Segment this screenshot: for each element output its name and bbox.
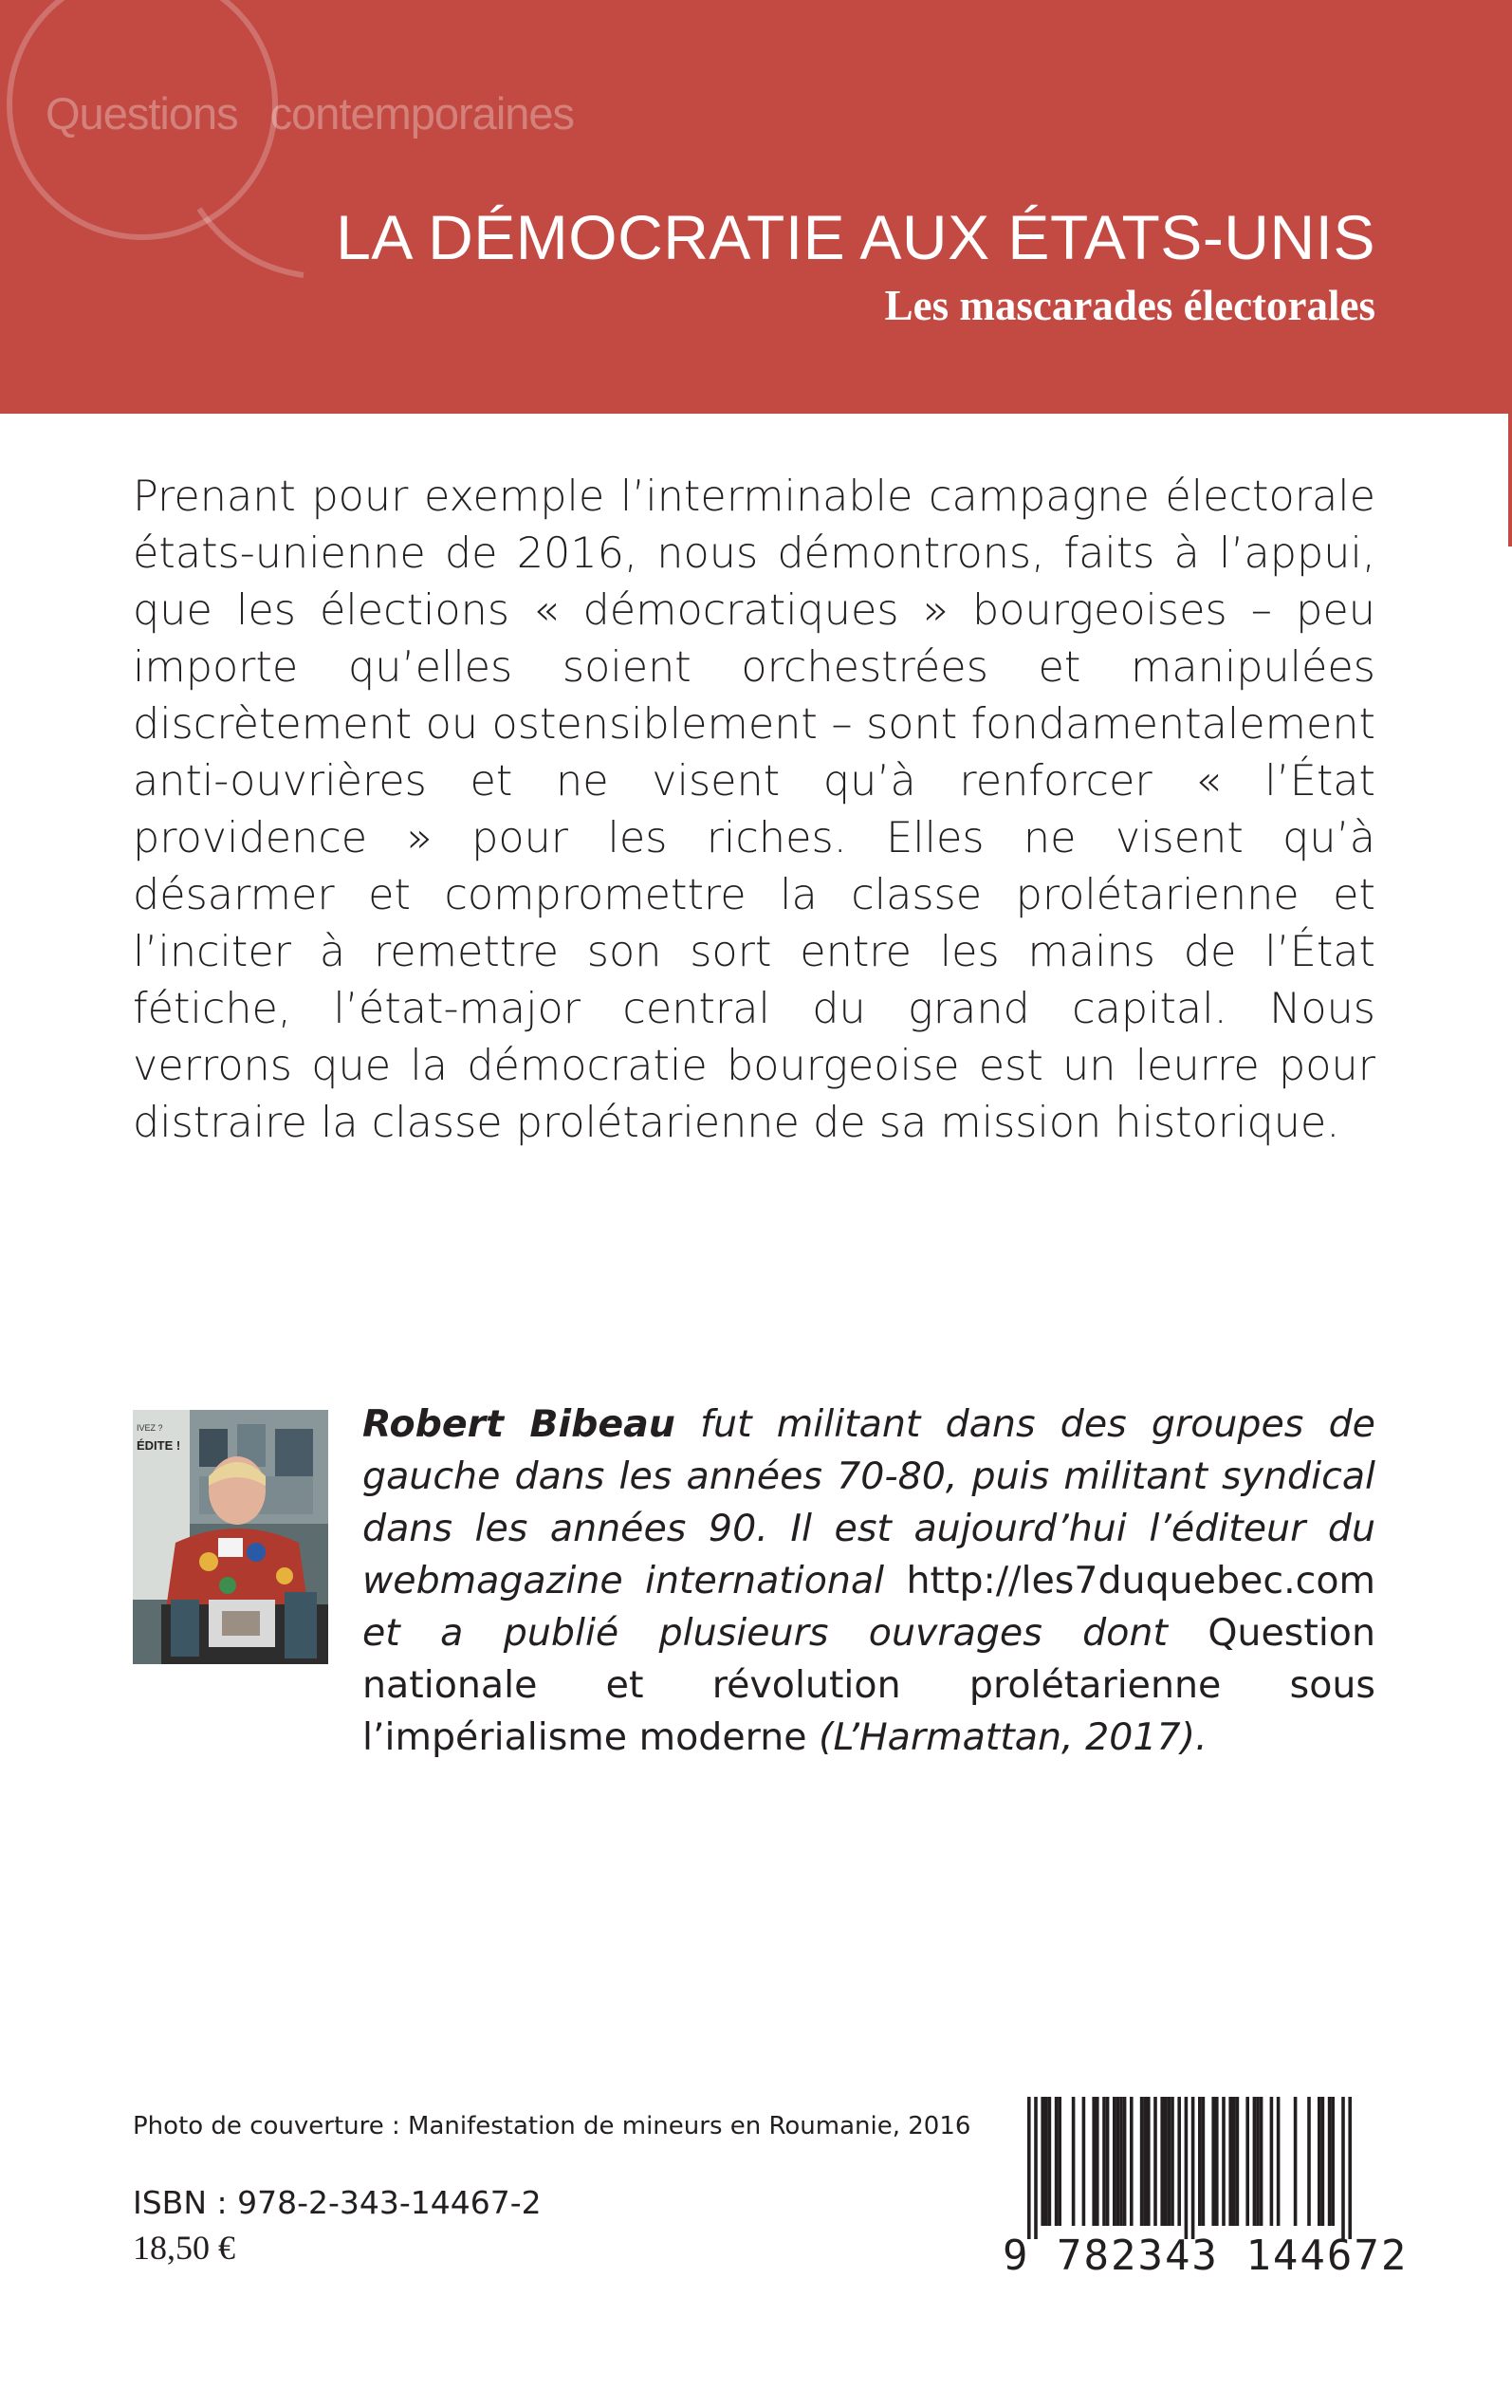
barcode-bar (1294, 2097, 1298, 2226)
barcode-bar (1270, 2097, 1274, 2226)
series-word-contemporaines: contemporaines (269, 88, 575, 139)
barcode-bar (1072, 2097, 1076, 2226)
barcode-bar (1321, 2097, 1325, 2226)
barcode-bar (1256, 2097, 1260, 2226)
spine-edge-bar (1508, 414, 1512, 546)
barcode-bar (1119, 2097, 1123, 2226)
author-bio-part2: et a publié plusieurs ouvrages dont (362, 1611, 1208, 1655)
barcode-digits: 9 782343 144672 (1003, 2232, 1409, 2280)
book-description: Prenant pour exemple l’interminable campagne électorale états-unienne de 2016, nous démontrons, faits à l’appui, que les élections « démocratiques » bourgeoises – peu importe qu’elles soient orchestrées et manipulées discrètement ou ostensiblement – sont fondamentalement anti-ouvrières et ne visent qu’à renforcer « l’État providence » pour les riches. Elles ne visent qu’à désarmer et compromettre la classe prolétarienne et l’inciter à remettre son sort entre les mains de l’État fétiche, l’état-major central du grand capital. Nous verrons que la démocratie bourgeoise est un leurre pour distraire la classe prolétarienne de sa mission historique. (133, 472, 1375, 1147)
barcode-bar (1348, 2097, 1352, 2239)
barcode-bar (1096, 2097, 1099, 2226)
barcode-bar (1198, 2097, 1202, 2226)
barcode-bar (1168, 2097, 1171, 2226)
barcode-bar (1116, 2097, 1120, 2226)
barcode-bar (1058, 2097, 1061, 2226)
barcode-bar (1331, 2097, 1335, 2226)
barcode-bar (1048, 2097, 1052, 2226)
barcode-bar (1185, 2097, 1189, 2239)
barcode-bar (1143, 2097, 1147, 2226)
author-bio-part1: fut militant dans des groupes de gauche dans les années 70-80, puis militant syndical dans les années 90. Il est aujourd’hui l’éditeur du webmagazine international (362, 1402, 1375, 1602)
barcode (1003, 2097, 1378, 2239)
barcode-bar (1318, 2097, 1321, 2226)
barcode-bar (1222, 2097, 1226, 2226)
header-band (0, 0, 1512, 414)
author-name: Robert Bibeau (362, 1402, 675, 1446)
barcode-bar (1191, 2097, 1195, 2239)
barcode-bar (1027, 2097, 1031, 2239)
barcode-bar (1153, 2097, 1157, 2226)
barcode-bar (1228, 2097, 1232, 2226)
barcode-bar (1177, 2097, 1181, 2226)
barcode-bar (1044, 2097, 1048, 2226)
author-bio-part3: (L’Harmattan, 2017). (806, 1715, 1208, 1759)
barcode-bar (1140, 2097, 1144, 2226)
barcode-bar (1211, 2097, 1215, 2226)
barcode-bar (1328, 2097, 1332, 2226)
book-title: LA DÉMOCRATIE AUX ÉTATS-UNIS (336, 202, 1375, 272)
barcode-bar (1082, 2097, 1086, 2226)
barcode-bar (1277, 2097, 1281, 2226)
barcode-bar (1092, 2097, 1096, 2226)
svg-text:IVEZ ?: IVEZ ? (137, 1423, 163, 1433)
barcode-bar (1160, 2097, 1164, 2226)
barcode-bar (1147, 2097, 1151, 2226)
price: 18,50 € (133, 2229, 235, 2267)
barcode-bar (1106, 2097, 1110, 2226)
q-letter-logo (0, 0, 313, 323)
barcode-bar (1130, 2097, 1134, 2226)
barcode-bar (1041, 2097, 1044, 2226)
author-bio (362, 1398, 1375, 1764)
isbn: ISBN : 978-2-343-14467-2 (133, 2184, 542, 2221)
barcode-bar (1260, 2097, 1263, 2226)
barcode-bar (1113, 2097, 1116, 2226)
barcode-bar (1034, 2097, 1038, 2239)
barcode-bar (1055, 2097, 1059, 2226)
series-word-questions: Questions (46, 88, 238, 139)
svg-text:ÉDITE !: ÉDITE ! (137, 1438, 181, 1453)
barcode-bar (1341, 2097, 1345, 2239)
barcode-bar (1307, 2097, 1311, 2226)
barcode-bar (1236, 2097, 1240, 2226)
barcode-bar (1102, 2097, 1106, 2226)
barcode-bar (1123, 2097, 1127, 2226)
barcode-bar (1202, 2097, 1206, 2226)
barcode-bar (1171, 2097, 1174, 2226)
barcode-bar (1232, 2097, 1236, 2226)
author-website: http://les7duquebec.com (906, 1559, 1375, 1602)
photo-credit: Photo de couverture : Manifestation de mineurs en Roumanie, 2016 (133, 2112, 971, 2140)
barcode-bar (1253, 2097, 1257, 2226)
book-subtitle: Les mascarades électorales (884, 282, 1375, 329)
author-book-title: Question nationale et révolution prolétarienne sous l’impérialisme moderne (362, 1611, 1375, 1759)
series-name (46, 87, 574, 139)
barcode-bar (1245, 2097, 1249, 2226)
barcode-bar (1215, 2097, 1219, 2226)
author-photo (133, 1410, 328, 1664)
barcode-bar (1164, 2097, 1168, 2226)
